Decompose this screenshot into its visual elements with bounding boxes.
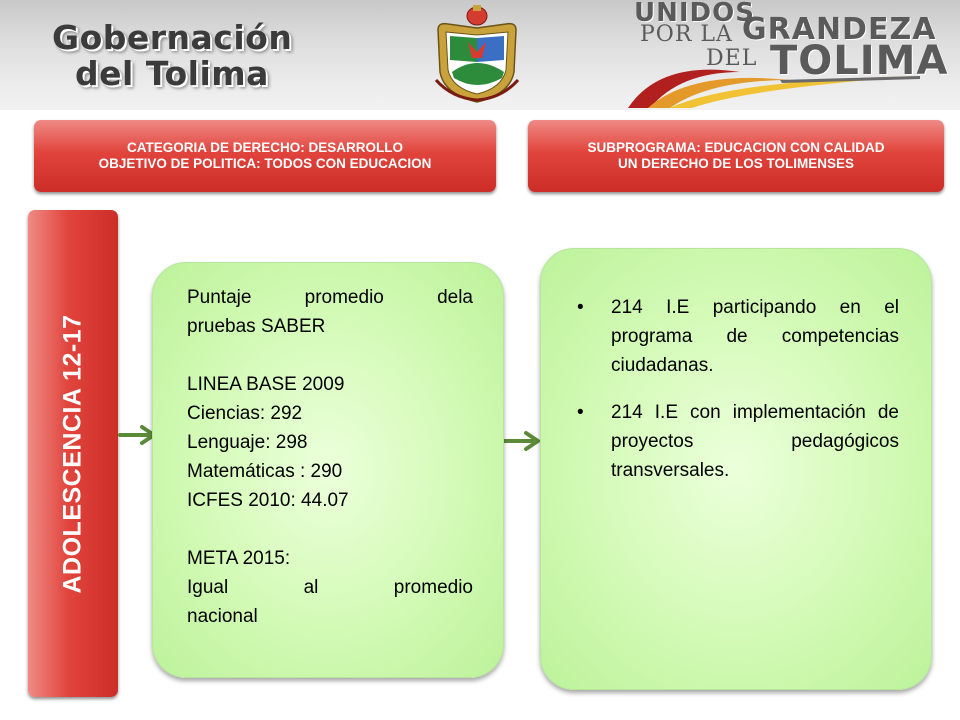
subprogram-banner bbox=[528, 120, 944, 192]
slogan-grandeza: GRANDEZA bbox=[742, 12, 937, 47]
institutions-list bbox=[577, 293, 899, 485]
meta-line-2: nacional bbox=[187, 606, 258, 627]
institutions-box bbox=[540, 248, 932, 690]
slogan-unidos: UNIDOS bbox=[634, 0, 755, 28]
brand-line-1: Gobernación bbox=[52, 18, 293, 57]
age-group-label: ADOLESCENCIA 12-17 bbox=[58, 314, 87, 593]
list-item: • 214 I.E participando en el programa de competencias ciudadanas. bbox=[577, 293, 899, 380]
category-objective-banner bbox=[34, 120, 496, 192]
saber-scores-box bbox=[152, 262, 504, 678]
slogan-logo bbox=[620, 0, 960, 108]
arrow-right-icon bbox=[500, 430, 544, 452]
coat-of-arms-icon bbox=[432, 2, 522, 106]
age-group-bar bbox=[28, 210, 118, 697]
meta-line-1: Igual al promedio bbox=[187, 577, 473, 598]
baseline-title: LINEA BASE 2009 bbox=[187, 374, 345, 395]
intro-line-2: pruebas SABER bbox=[187, 316, 326, 337]
meta-title: META 2015: bbox=[187, 548, 291, 569]
slogan-del: DEL bbox=[706, 46, 758, 71]
icfes-score: ICFES 2010: 44.07 bbox=[187, 490, 349, 511]
brand-logo-text bbox=[52, 20, 292, 92]
objective-line: OBJETIVO DE POLITICA: TODOS CON EDUCACION bbox=[98, 156, 432, 171]
lenguaje-score: Lenguaje: 298 bbox=[187, 432, 308, 453]
slogan-tolima: TOLIMA bbox=[770, 38, 949, 84]
ciencias-score: Ciencias: 292 bbox=[187, 403, 303, 424]
subprogram-line-1: SUBPROGRAMA: EDUCACION CON CALIDAD bbox=[587, 140, 885, 155]
matematicas-score: Matemáticas : 290 bbox=[187, 461, 343, 482]
slogan-por-la: POR LA bbox=[640, 22, 733, 47]
list-item: • 214 I.E con implementación de proyectos pedagógicos transversales. bbox=[577, 398, 899, 485]
brand-line-2: del Tolima bbox=[75, 54, 269, 93]
category-line: CATEGORIA DE DERECHO: DESARROLLO bbox=[126, 140, 403, 155]
subprogram-line-2: UN DERECHO DE LOS TOLIMENSES bbox=[617, 156, 855, 171]
header-banner bbox=[0, 0, 960, 110]
intro-line-1: Puntaje promedio dela bbox=[187, 287, 473, 308]
